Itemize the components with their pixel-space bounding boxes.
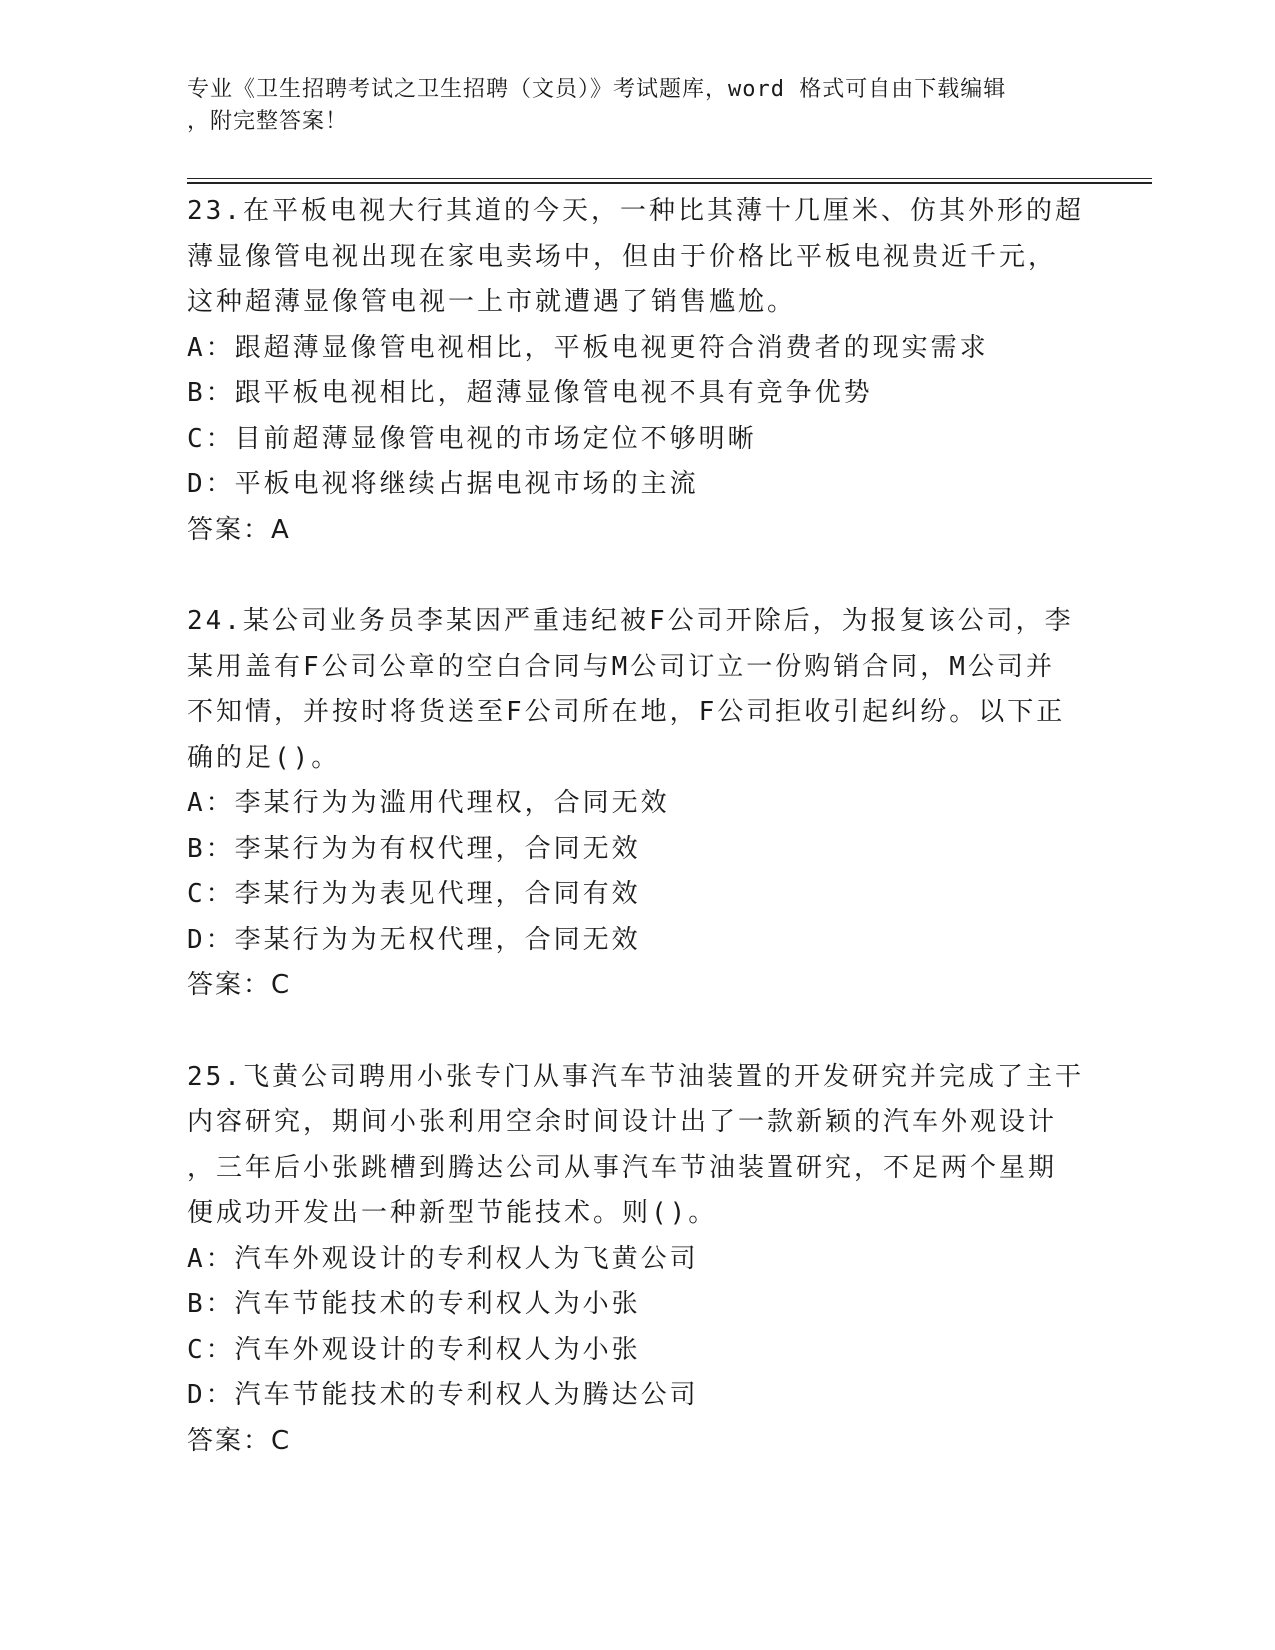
question-list <box>187 189 1087 1510</box>
option-a: A：汽车外观设计的专利权人为飞黄公司 <box>187 1243 699 1274</box>
question-text-line: 某用盖有F公司公章的空白合同与M公司订立一份购销合同，M公司并 <box>187 651 1055 682</box>
question-text-line: 确的足()。 <box>187 742 341 773</box>
question-text-line: 内容研究，期间小张利用空余时间设计出了一款新颖的汽车外观设计 <box>187 1107 1058 1137</box>
option-c: C：目前超薄显像管电视的市场定位不够明晰 <box>187 423 757 454</box>
question-23 <box>187 189 1087 553</box>
answer-label: 答案：A <box>187 514 291 545</box>
question-text-line: 23.在平板电视大行其道的今天，一种比其薄十几厘米、仿其外形的超 <box>187 196 1084 226</box>
question-text-line: 这种超薄显像管电视一上市就遭遇了销售尴尬。 <box>187 287 797 317</box>
question-text-line: 不知情，并按时将货送至F公司所在地，F公司拒收引起纠纷。以下正 <box>187 697 1066 727</box>
answer-label: 答案：C <box>187 970 292 1000</box>
option-b: B：汽车节能技术的专利权人为小张 <box>187 1289 641 1319</box>
divider-thin-line <box>187 178 1152 179</box>
question-text-line: 薄显像管电视出现在家电卖场中，但由于价格比平板电视贵近千元， <box>187 241 1058 272</box>
header-line: ，附完整答案！ <box>187 109 349 134</box>
header-divider <box>187 178 1152 184</box>
question-text-line: 便成功开发出一种新型节能技术。则()。 <box>187 1198 718 1228</box>
answer-label: 答案：C <box>187 1425 292 1456</box>
header-line: 专业《卫生招聘考试之卫生招聘（文员）》考试题库，word 格式可自由下载编辑 <box>187 77 1007 102</box>
option-c: C：汽车外观设计的专利权人为小张 <box>187 1334 641 1365</box>
divider-thick-line <box>187 182 1152 184</box>
question-text-line: 24.某公司业务员李某因严重违纪被F公司开除后，为报复该公司，李 <box>187 606 1074 636</box>
option-a: A：跟超薄显像管电视相比，平板电视更符合消费者的现实需求 <box>187 332 989 363</box>
question-text-line: 25.飞黄公司聘用小张专门从事汽车节油装置的开发研究并完成了主干 <box>187 1061 1084 1092</box>
option-a: A：李某行为为滥用代理权，合同无效 <box>187 788 670 818</box>
option-c: C：李某行为为表见代理，合同有效 <box>187 879 641 909</box>
option-b: B：李某行为为有权代理，合同无效 <box>187 833 641 864</box>
question-24 <box>187 599 1087 1009</box>
option-d: D：汽车节能技术的专利权人为腾达公司 <box>187 1380 699 1410</box>
option-d: D：李某行为为无权代理，合同无效 <box>187 924 641 955</box>
option-b: B：跟平板电视相比，超薄显像管电视不具有竞争优势 <box>187 378 873 408</box>
question-text-line: ，三年后小张跳槽到腾达公司从事汽车节油装置研究，不足两个星期 <box>187 1152 1058 1183</box>
option-d: D：平板电视将继续占据电视市场的主流 <box>187 469 699 499</box>
document-header <box>187 74 1067 138</box>
question-25 <box>187 1055 1087 1465</box>
